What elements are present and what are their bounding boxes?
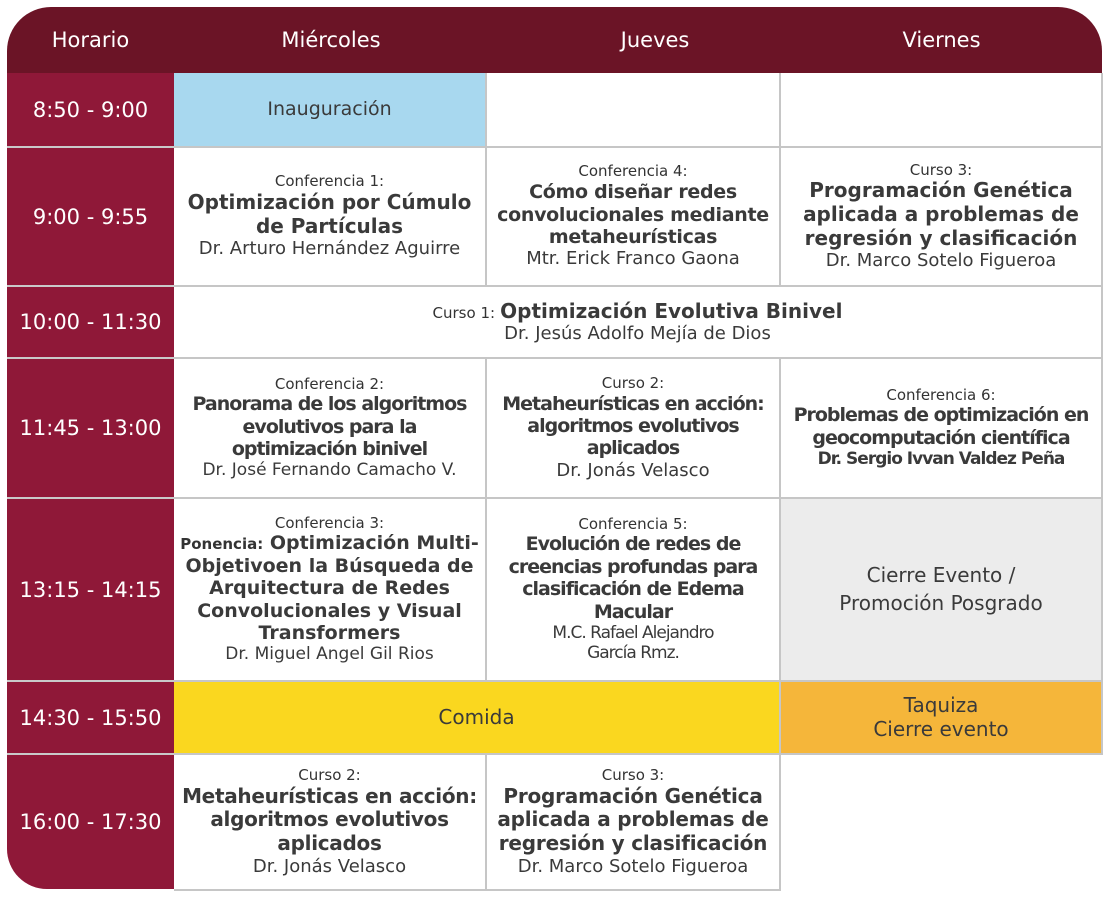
- session-cell: [781, 359, 1103, 499]
- session-label: Conferencia 1:: [274, 172, 385, 191]
- session-cell: [781, 148, 1103, 287]
- lunch-cell: [174, 682, 781, 755]
- session-title: Programación Genética aplicada a problemas de regresión y clasificación: [497, 783, 769, 856]
- time-slot: 8:50 - 9:00: [32, 97, 149, 122]
- session-label: Curso 2:: [601, 373, 665, 392]
- speaker-name: Dr. José Fernando Camacho V.: [202, 460, 457, 481]
- speaker-name: M.C. Rafael Alejandro García Rmz.: [552, 623, 714, 664]
- time-slot: 14:30 - 15:50: [19, 705, 162, 730]
- time-slot: 16:00 - 17:30: [19, 810, 162, 834]
- session-label: Curso 3:: [909, 160, 973, 179]
- session-title: Optimización Multi-Objetivoen la Búsqueda de Arquitectura de Redes Convolucionales y Visual Transformers: [185, 532, 479, 644]
- session-cell: [174, 755, 487, 891]
- session-cell: [487, 359, 781, 499]
- session-title-block: [177, 532, 482, 644]
- event-line: Cierre Evento /: [866, 562, 1016, 587]
- session-cell: [174, 287, 1103, 359]
- session-title: Cómo diseñar redes convolucionales mediante metaheurísticas: [497, 181, 769, 248]
- time-slot: 11:45 - 13:00: [19, 416, 162, 440]
- session-label: Conferencia 5:: [578, 514, 688, 533]
- session-label: Conferencia 6:: [886, 385, 996, 404]
- header-horario: Horario: [51, 28, 130, 52]
- session-cell: [487, 499, 781, 682]
- session-label: Curso 3:: [601, 766, 665, 785]
- session-label: Conferencia 4:: [578, 162, 688, 181]
- session-title: Panorama de los algoritmos evolutivos para la optimización binivel: [192, 393, 467, 461]
- taquiza-cell: [781, 682, 1103, 755]
- session-prefix: Ponencia:: [180, 535, 264, 554]
- inauguration-cell: [174, 73, 487, 148]
- event-title: Comida: [438, 704, 515, 729]
- speaker-name: Dr. Marco Sotelo Figueroa: [825, 250, 1057, 272]
- speaker-name: Dr. Sergio Ivvan Valdez Peña: [817, 449, 1065, 470]
- speaker-name: Dr. Jesús Adolfo Mejía de Dios: [504, 323, 771, 345]
- event-line: Promoción Posgrado: [839, 590, 1043, 615]
- speaker-name: Dr. Jonás Velasco: [252, 855, 407, 877]
- empty-cell: [487, 73, 781, 148]
- speaker-name: Dr. Miguel Angel Gil Rios: [225, 644, 434, 665]
- closing-cell: [781, 499, 1103, 682]
- speaker-name: Mtr. Erick Franco Gaona: [526, 248, 740, 270]
- session-cell: [174, 359, 487, 499]
- speaker-name: Dr. Arturo Hernández Aguirre: [198, 238, 461, 260]
- empty-cell: [781, 73, 1103, 148]
- header-friday: Viernes: [902, 28, 981, 52]
- session-label: Conferencia 3:: [274, 513, 385, 532]
- speaker-name: Dr. Jonás Velasco: [556, 459, 710, 481]
- session-cell: [487, 755, 781, 891]
- session-title: Programación Genética aplicada a problemas de regresión y clasificación: [803, 178, 1079, 250]
- session-title: Metaheurísticas en acción: algoritmos evolutivos aplicados: [502, 392, 764, 460]
- session-cell: [174, 148, 487, 287]
- session-cell: [487, 148, 781, 287]
- event-title: Inauguración: [267, 98, 392, 121]
- header-wednesday: Miércoles: [281, 28, 381, 52]
- session-title: Evolución de redes de creencias profundas para clasificación de Edema Macular: [508, 533, 758, 623]
- event-line: Cierre evento: [873, 716, 1009, 741]
- time-slot: 9:00 - 9:55: [32, 204, 149, 229]
- event-line: Taquiza: [903, 692, 979, 717]
- session-label: Curso 2:: [298, 766, 361, 785]
- time-slot: 10:00 - 11:30: [19, 310, 162, 334]
- speaker-name: Dr. Marco Sotelo Figueroa: [517, 855, 749, 877]
- session-title: Problemas de optimización en geocomputación científica: [793, 404, 1089, 449]
- session-title: Optimización Evolutiva Binivel: [500, 298, 843, 323]
- time-slot: 13:15 - 14:15: [19, 577, 162, 602]
- header-thursday: Jueves: [620, 28, 690, 52]
- session-title: Optimización por Cúmulo de Partículas: [187, 190, 472, 238]
- session-label: Curso 1:: [432, 303, 496, 322]
- session-label: Conferencia 2:: [274, 374, 385, 393]
- session-title: Metaheurísticas en acción: algoritmos evolutivos aplicados: [182, 783, 477, 856]
- session-cell: [174, 499, 487, 682]
